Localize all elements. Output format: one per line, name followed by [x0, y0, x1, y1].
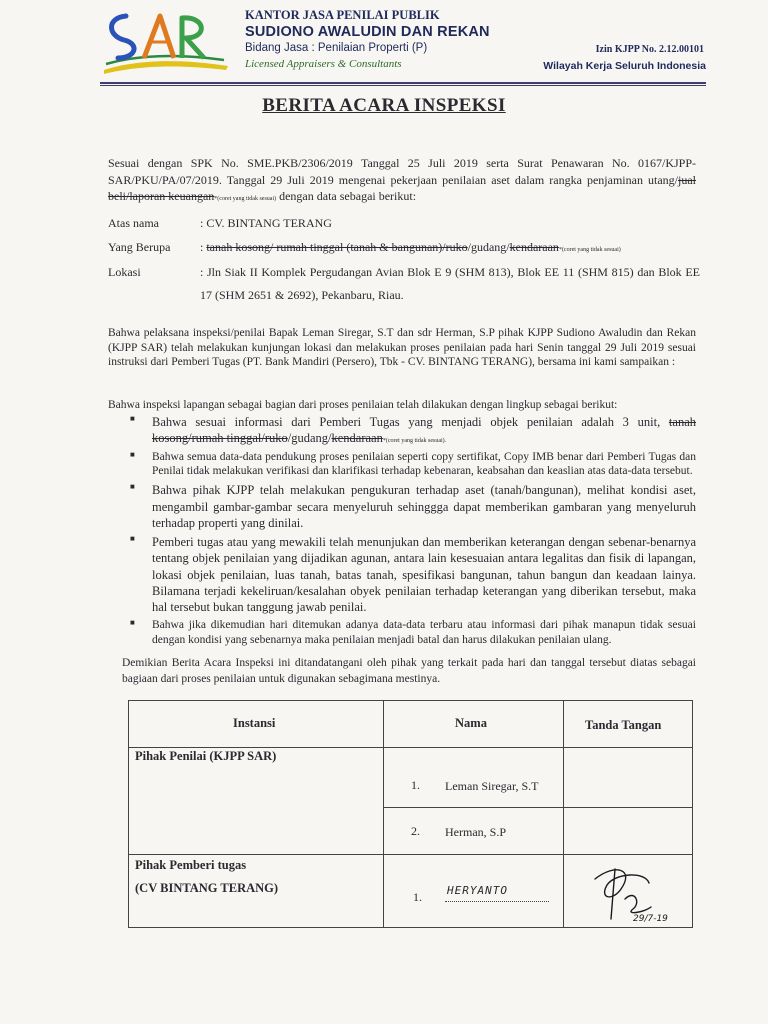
letterhead-firm-name: SUDIONO AWALUDIN DAN REKAN — [245, 24, 490, 40]
table-divider — [383, 701, 384, 927]
header-instansi: Instansi — [233, 716, 276, 730]
header-nama: Nama — [455, 716, 487, 730]
letterhead-divider-thin — [100, 85, 706, 86]
letterhead-licensed: Licensed Appraisers & Consultants — [245, 58, 402, 70]
yang-berupa-kept: /gudang/ — [467, 240, 510, 254]
letterhead-office: KANTOR JASA PENILAI PUBLIK — [245, 8, 440, 22]
penilai-row-1-number: 1. — [411, 778, 420, 792]
pihak-penilai-label: Pihak Penilai (KJPP SAR) — [135, 749, 277, 763]
yang-berupa-struck-2: kendaraan — [509, 240, 559, 254]
penilai-row-2-name: Herman, S.P — [445, 825, 506, 839]
yang-berupa-prefix: : — [200, 240, 207, 254]
letterhead-divider — [100, 82, 706, 84]
scope-bullet-list — [128, 414, 696, 651]
bullet-item: ■ Bahwa pihak KJPP telah melakukan pengukuran terhadap aset (tanah/bangunan), melihat kondisi aset, mengambil gambar-gambar secara menyeluruh sehinggga dapat memberikan gambaran yang menyeluruh terhadap properti yang dinilai. — [128, 482, 696, 531]
yang-berupa-label: Yang Berupa — [108, 240, 171, 254]
pihak-pemberi-label: Pihak Pemberi tugas — [135, 858, 247, 872]
pihak-pemberi-company: (CV BINTANG TERANG) — [135, 881, 279, 895]
team-paragraph: Bahwa pelaksana inspeksi/penilai Bapak Leman Siregar, S.T dan sdr Herman, S.P pihak KJPP Sudiono Awaludin dan Rekan (KJPP SAR) telah melakukan kunjungan lokasi dan melakukan proses penilaian pada hari Senin tanggal 29 Juli 2019 sesuai instruksi dari Pemberi Tugas (PT. Bank Mandiri (Persero), Tbk - CV. BINTANG TERANG), bersama ini kami sampaikan : — [108, 327, 696, 369]
bullet-item: ■ Pemberi tugas atau yang mewakili telah menunjukan dan memberikan keterangan dengan sebenar-benarnya tentang objek penilaian yang dijadikan agunan, antara lain kesesuaian antara legalitas dan fisik di lapangan, lokasi objek penilaian, luas tanah, batas tanah, spesifikasi bangunan, tahun bangun dan keadaan lainya. Bilamana terjadi kekeliruan/kesalahan obyek penilaian terhadap keterangan yang diberikan tersebut, maka hal tersebut bukan tanggung jawab penilai. — [128, 534, 696, 615]
letterhead-region: Wilayah Kerja Seluruh Indonesia — [543, 60, 706, 72]
signature-table — [128, 700, 693, 928]
atas-nama-label: Atas nama — [108, 216, 159, 230]
yang-berupa-note: *(coret yang tidak sesuai) — [558, 247, 621, 253]
bullet-1-text: Bahwa sesuai informasi dari Pemberi Tugas yang menjadi objek penilaian adalah 3 unit, — [152, 415, 669, 429]
bullet-item — [128, 414, 696, 447]
bullet-item: ■ Bahwa jika dikemudian hari ditemukan adanya data-data terbaru atau informasi dari pihak manapun tidak sesuai dengan kondisi yang sebenarnya maka penilaian menjadi batal dan harus dilakukan penilaian ulang. — [128, 618, 696, 648]
letterhead-permit: Izin KJPP No. 2.12.00101 — [595, 44, 704, 55]
intro-struck-text: jual beli/laporan keuangan — [108, 172, 696, 204]
bullet-1-struck-2: kendaraan — [331, 431, 383, 446]
intro-note: *(coret yang tidak sesuai) — [214, 196, 277, 203]
document-title: BERITA ACARA INSPEKSI — [262, 95, 506, 116]
yang-berupa-value — [200, 236, 700, 259]
table-divider — [563, 701, 564, 927]
pemberi-dotted-line — [445, 901, 549, 902]
closing-paragraph: Demikian Berita Acara Inspeksi ini ditandatangani oleh pihak yang terkait pada hari dan tanggal tersebut diatas sebagai bagiaan dari proses penilaian untuk digunakan sebagimana mestinya. — [122, 657, 696, 685]
bullet-1-struck: tanah kosong/rumah tinggal/ruko — [152, 415, 696, 446]
intro-text-end: dengan data sebagai berikut: — [276, 189, 417, 204]
signature-date: 29/7-19 — [633, 914, 668, 924]
atas-nama-value: : CV. BINTANG TERANG — [200, 216, 332, 230]
letterhead-field: Bidang Jasa : Penilaian Properti (P) — [245, 42, 428, 54]
table-divider — [129, 854, 692, 855]
pemberi-handwritten-name: HERYANTO — [447, 884, 508, 897]
bullet-1-note: *(coret yang tidak sesuai). — [382, 438, 447, 445]
lokasi-label: Lokasi — [108, 265, 141, 279]
handwritten-signature — [585, 859, 675, 925]
company-logo — [96, 8, 236, 78]
bullet-1-kept: /gudang/ — [287, 431, 332, 446]
penilai-row-1-name: Leman Siregar, S.T — [445, 779, 539, 793]
yang-berupa-struck: tanah kosong/ rumah tinggal (tanah & bangunan)/ruko — [206, 240, 468, 254]
scope-paragraph: Bahwa inspeksi lapangan sebagai bagian dari proses penilaian telah dilakukan dengan lingkup sebagai berikut: — [108, 399, 618, 411]
table-divider — [383, 807, 692, 808]
lokasi-value: : Jln Siak II Komplek Pergudangan Avian Blok E 9 (SHM 813), Blok EE 11 (SHM 815) dan Blok EE 17 (SHM 2651 & 2692), Pekanbaru, Riau. — [200, 265, 700, 302]
bullet-item: ■ Bahwa semua data-data pendukung proses penilaian seperti copy sertifikat, Copy IMB benar dari Pemberi Tugas dan Penilai tidak melakukan verifikasi dan klarifikasi terhadap kebenaran, keabsahan dan keaslian atas data-data tersebut. — [128, 450, 696, 480]
intro-paragraph — [108, 155, 696, 205]
intro-text: Sesuai dengan SPK No. SME.PKB/2306/2019 Tanggal 25 Juli 2019 serta Surat Penawaran No. 0167/KJPP-SAR/PKU/PA/07/2019. Tanggal 29 Juli 2019 mengenai pekerjaan penilaian aset dalam rangka penjaminan utang/ — [108, 156, 696, 187]
penilai-row-2-number: 2. — [411, 824, 420, 838]
header-tanda-tangan: Tanda Tangan — [585, 718, 662, 732]
table-divider — [129, 747, 692, 748]
pemberi-row-1-number: 1. — [413, 890, 422, 904]
